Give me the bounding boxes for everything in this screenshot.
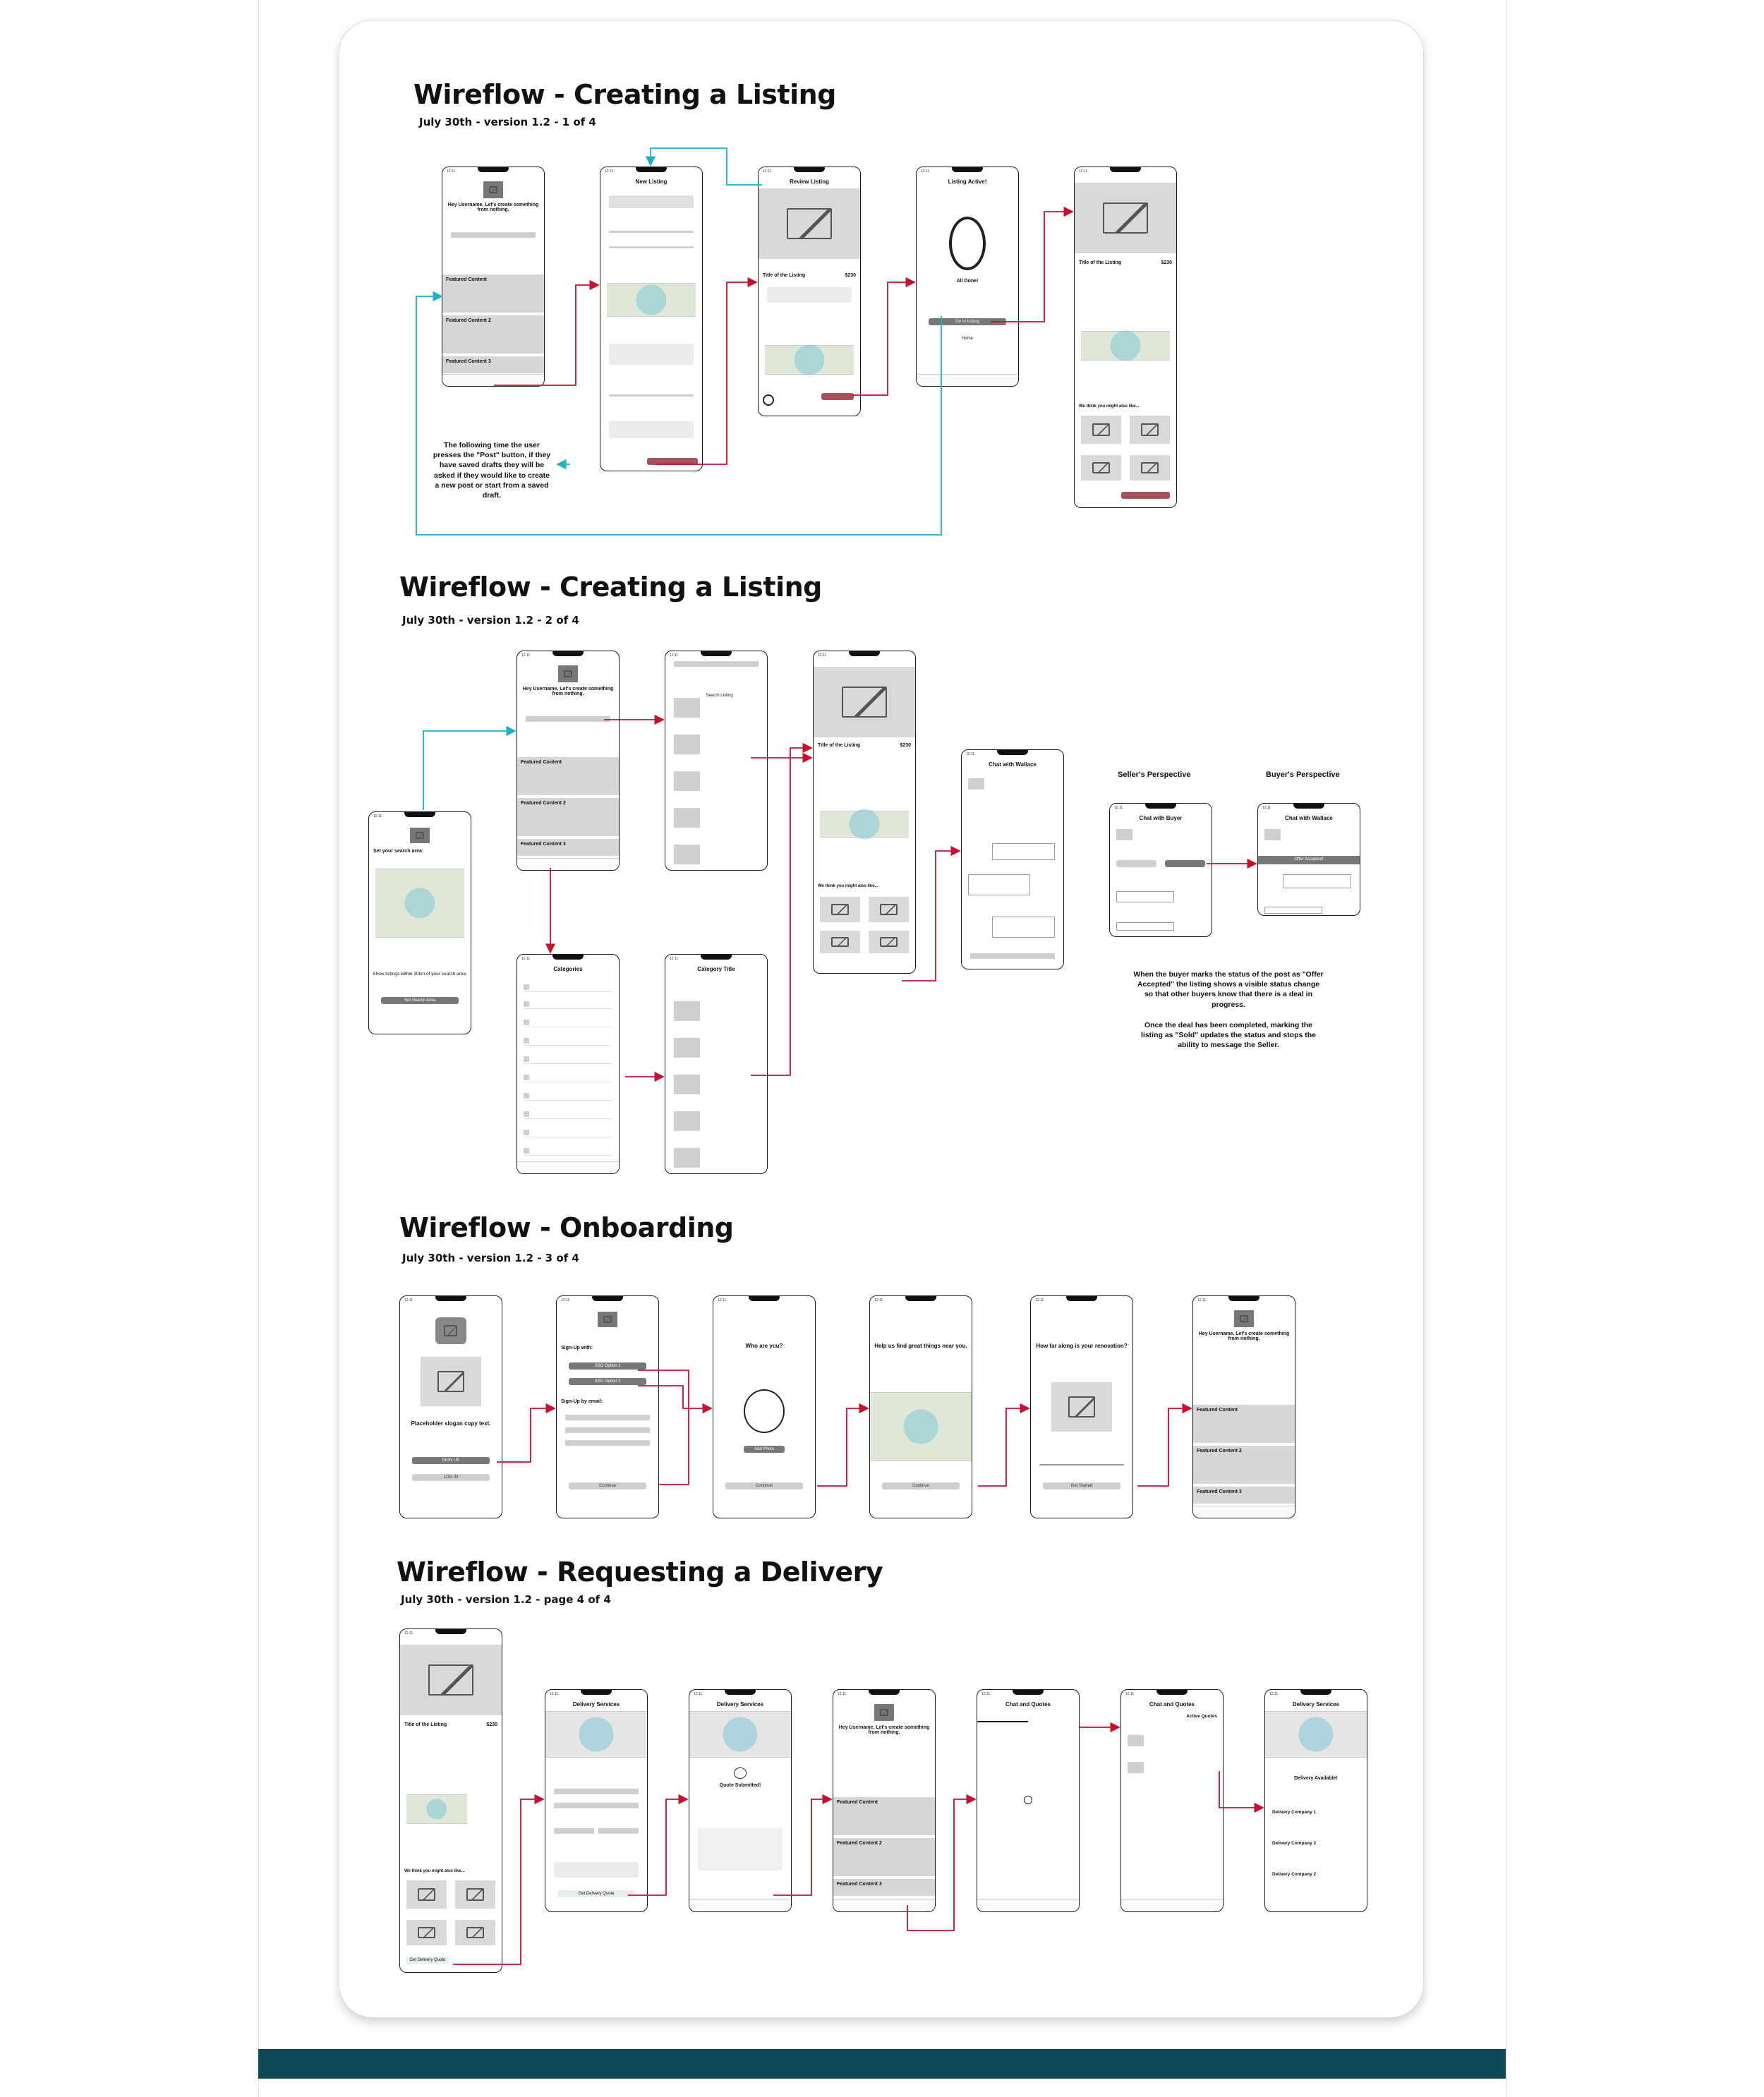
post-button[interactable] — [821, 393, 854, 400]
drafts-note: The following time the user presses the "Post" button, if they have saved drafts they will be asked if they would like to create a new post or start from a saved draft. — [433, 441, 551, 500]
sso-option-1-button[interactable]: SSO Option 1 — [569, 1362, 646, 1370]
delivery-company-2[interactable]: Delivery Company 2 — [1272, 1841, 1317, 1846]
delivery-services-title: Delivery Services — [1292, 1701, 1340, 1708]
chat-quotes-title: Chat and Quotes — [1005, 1701, 1051, 1708]
section-4-subtitle: July 30th - version 1.2 - page 4 of 4 — [401, 1593, 611, 1606]
section-3-title: Wireflow - Onboarding — [399, 1212, 734, 1243]
section-2-subtitle: July 30th - version 1.2 - 2 of 4 — [402, 614, 579, 627]
new-listing-screen[interactable]: 12:11 New Listing — [600, 167, 703, 471]
add-photo-button[interactable]: Add Photo — [744, 1446, 785, 1453]
section-3-subtitle: July 30th - version 1.2 - 3 of 4 — [402, 1252, 579, 1264]
home-greeting: Hey Username, Let's create something from nothing. — [522, 687, 614, 696]
featured-content-2[interactable]: Featured Content 2 — [837, 1841, 882, 1846]
review-listing-title: Review Listing — [789, 179, 829, 185]
chat-and-quotes-screen[interactable]: 12:11 Chat and Quotes — [977, 1689, 1080, 1912]
new-listing-title: New Listing — [635, 179, 667, 185]
featured-content-3[interactable]: Featured Content 3 — [1197, 1489, 1242, 1494]
apartment-field[interactable] — [554, 1803, 639, 1808]
listing-price: $230 — [1161, 260, 1172, 265]
chat-with-seller-button[interactable] — [1121, 492, 1170, 499]
chat-title: Chat with Wallace — [989, 761, 1037, 768]
featured-content-3[interactable]: Featured Content 3 — [521, 842, 566, 847]
continue-button[interactable]: Continue — [569, 1482, 646, 1489]
delivery-date-field[interactable] — [554, 1828, 595, 1834]
chat-wallace-title: Chat with Wallace — [1285, 815, 1333, 821]
log-in-button[interactable]: LOG IN — [412, 1474, 489, 1481]
featured-content-3[interactable]: Featured Content 3 — [837, 1882, 882, 1887]
chat-quotes-title: Chat and Quotes — [1149, 1701, 1195, 1708]
mark-as-offer-accepted-button[interactable] — [1165, 860, 1206, 867]
bottom-nav[interactable] — [917, 374, 1018, 386]
featured-content-3[interactable]: Featured Content 3 — [446, 359, 491, 364]
delivery-company-2b[interactable]: Delivery Company 2 — [1272, 1872, 1317, 1877]
section-1-subtitle: July 30th - version 1.2 - 1 of 4 — [419, 116, 596, 128]
set-search-area-button[interactable]: Set Search Area — [381, 997, 458, 1004]
sign-up-email-label: Sign-Up by email: — [561, 1399, 603, 1404]
confirm-password-field[interactable] — [565, 1440, 651, 1446]
sso-option-2-button[interactable]: SSO Option 2 — [569, 1378, 646, 1385]
listing-active-screen[interactable]: 12:11 Listing Active! All Done! Go to Listing Home — [916, 167, 1019, 387]
seller-perspective-label: Seller's Perspective — [1118, 770, 1191, 779]
quote-submitted-text: Quote Submitted! — [719, 1783, 761, 1788]
go-to-listing-button[interactable]: Go to Listing — [929, 318, 1005, 325]
renovation-progress-screen[interactable]: 12:11 How far along is your renovation? Get Started — [1030, 1295, 1133, 1518]
offer-note: When the buyer marks the status of the post as "Offer Accepted" the listing shows a visible status change so that other buyers know that there is a deal in progress. — [1133, 970, 1324, 1009]
home-screen-4[interactable]: 12:11 Hey Username, Let's create something from nothing. Featured Content Featured Content 2 Featured Content 3 — [833, 1689, 936, 1912]
bottom-nav[interactable] — [1193, 1506, 1295, 1518]
review-listing-screen[interactable]: 12:11 Review Listing Title of the Listing $230 — [758, 167, 861, 416]
location-screen[interactable]: 12:11 Help us find great things near you. Continue — [869, 1295, 972, 1518]
listing-title: Title of the Listing — [818, 743, 861, 748]
bottom-nav[interactable] — [833, 1899, 935, 1911]
slogan-text: Placeholder slogan copy text. — [411, 1420, 491, 1427]
featured-content-2[interactable]: Featured Content 2 — [521, 801, 566, 806]
address-field[interactable] — [554, 1789, 639, 1794]
delivery-services-title: Delivery Services — [716, 1701, 764, 1708]
special-instructions-field[interactable] — [554, 1862, 639, 1878]
delivery-services-screen[interactable]: 12:11 Delivery Services Get Delivery Quote — [545, 1689, 648, 1912]
email-field[interactable] — [565, 1415, 651, 1420]
listing-price: $230 — [486, 1722, 497, 1727]
search-results-screen[interactable]: 12:11 Search Listing — [665, 651, 768, 871]
all-done-text: All Done! — [956, 279, 979, 284]
home-button[interactable]: Home — [929, 335, 1005, 342]
categories-screen[interactable]: 12:11 Categories — [516, 954, 620, 1174]
show-listings-text: Show listings within 30km of your search area. — [373, 972, 467, 977]
sold-note: Once the deal has been completed, marking the listing as "Sold" updates the status and stops the ability to message the Seller. — [1141, 1021, 1316, 1050]
who-are-you-screen[interactable]: 12:11 Who are you? Add Photo Continue — [713, 1295, 816, 1518]
get-delivery-quote-button[interactable]: Get Delivery Quote — [557, 1890, 634, 1897]
bottom-nav[interactable] — [517, 858, 619, 870]
delivery-available-text: Delivery Available! — [1294, 1776, 1338, 1781]
chat-with-wallace-screen[interactable]: 12:11 Chat with Wallace — [961, 749, 1064, 969]
how-far-title: How far along is your renovation? — [1036, 1343, 1128, 1349]
might-like-heading: We think you might also like... — [818, 884, 878, 888]
mark-as-listing-sold-button[interactable] — [1116, 860, 1157, 867]
might-like-heading: We think you might also like... — [404, 1869, 465, 1873]
sign-up-with-label: Sign-Up with: — [561, 1346, 593, 1350]
delivery-company-1[interactable]: Delivery Company 1 — [1272, 1810, 1317, 1815]
categories-title: Categories — [553, 966, 583, 972]
might-like-heading: We think you might also like... — [1079, 404, 1140, 409]
section-4-title: Wireflow - Requesting a Delivery — [397, 1557, 883, 1588]
building-type-select[interactable] — [598, 1828, 639, 1834]
featured-content-1[interactable]: Featured Content — [446, 277, 487, 282]
listing-price: $230 — [845, 273, 856, 278]
set-search-area-title: Set your search area: — [373, 849, 424, 854]
search-input[interactable] — [526, 716, 611, 722]
set-search-area-screen[interactable]: 12:11 Set your search area: Show listings within 30km of your search area. Set Search Area — [368, 811, 471, 1034]
featured-content-2[interactable]: Featured Content 2 — [446, 318, 491, 323]
delivery-available-screen[interactable]: 12:11 Delivery Services Delivery Available! Delivery Company 1 Delivery Company 2 Delivery Company 2 — [1264, 1689, 1367, 1912]
bottom-nav[interactable] — [977, 1899, 1079, 1911]
home-greeting: Hey Username, Let's create something from nothing. — [447, 203, 539, 212]
bottom-nav[interactable] — [1121, 1899, 1223, 1911]
listing-detail-screen[interactable]: 12:11 Title of the Listing $230 We think you might also like... — [1074, 167, 1177, 508]
featured-content-2[interactable]: Featured Content 2 — [1197, 1449, 1242, 1454]
quote-submitted-screen[interactable]: 12:11 Delivery Services Quote Submitted! — [689, 1689, 792, 1912]
sign-up-screen[interactable]: 12:11 Sign-Up with: SSO Option 1 SSO Option 2 Sign-Up by email: Continue — [556, 1295, 659, 1518]
footer-bar — [258, 2049, 1506, 2079]
listing-detail-screen-3[interactable]: 12:11 Title of the Listing $230 We think you might also like... Get Delivery Quote — [399, 1628, 502, 1973]
featured-content-1[interactable]: Featured Content — [837, 1800, 878, 1805]
welcome-screen[interactable]: 12:11 Placeholder slogan copy text. SIGN UP LOG IN — [399, 1295, 502, 1518]
featured-content-1[interactable]: Featured Content — [521, 760, 562, 765]
password-field[interactable] — [565, 1427, 651, 1433]
home-greeting: Hey Username, Let's create something from nothing. — [838, 1725, 930, 1735]
get-started-button[interactable]: Get Started — [1043, 1482, 1120, 1489]
home-screen-3[interactable]: 12:11 Hey Username, Let's create something from nothing. Featured Content Featured Content 2 Featured Content 3 — [1192, 1295, 1295, 1518]
category-title: Category Title — [697, 966, 735, 972]
sign-up-button[interactable]: SIGN UP — [412, 1457, 489, 1464]
listing-title: Title of the Listing — [763, 273, 806, 278]
delivery-services-title: Delivery Services — [572, 1701, 620, 1708]
bottom-nav[interactable] — [689, 1899, 791, 1911]
progress-slider[interactable] — [1039, 1464, 1125, 1466]
help-find-title: Help us find great things near you. — [874, 1343, 967, 1349]
search-listing-1[interactable]: Search Listing — [706, 694, 733, 698]
chat-buyer-title: Chat with Buyer — [1139, 815, 1183, 821]
buyer-perspective-label: Buyer's Perspective — [1266, 770, 1340, 779]
who-are-you-title: Who are you? — [745, 1343, 783, 1349]
seller-chat-screen[interactable]: 12:11 Chat with Buyer — [1109, 803, 1212, 937]
continue-button[interactable]: Continue — [725, 1482, 802, 1489]
listing-price: $230 — [900, 743, 911, 748]
continue-button[interactable]: Continue — [882, 1482, 959, 1489]
offer-accepted-banner: Offer Accepted! — [1258, 856, 1360, 864]
home-screen-2[interactable]: 12:11 Hey Username, Let's create something from nothing. Featured Content Featured Content 2 Featured Content 3 — [516, 651, 620, 871]
bottom-nav[interactable] — [517, 1161, 619, 1173]
listing-title: Title of the Listing — [1079, 260, 1122, 265]
bottom-nav[interactable] — [442, 374, 544, 386]
home-screen[interactable]: 12:11 Hey Username, Let's create something from nothing. Featured Content Featured Content 2 Featured Content 3 — [442, 167, 545, 387]
tab-active-quotes[interactable]: Active Quotes — [1186, 1714, 1217, 1719]
tab-chats[interactable] — [977, 1714, 1028, 1722]
message-input[interactable] — [970, 953, 1056, 959]
get-delivery-quote-button[interactable]: Get Delivery Quote — [406, 1957, 449, 1964]
home-greeting: Hey Username, Let's create something from nothing. — [1198, 1331, 1290, 1341]
featured-content-1[interactable]: Featured Content — [1197, 1408, 1238, 1413]
active-quotes-screen[interactable]: 12:11 Chat and Quotes Active Quotes — [1120, 1689, 1224, 1912]
section-2-title: Wireflow - Creating a Listing — [399, 572, 822, 603]
buyer-chat-screen[interactable]: 12:11 Chat with Wallace Offer Accepted! — [1257, 803, 1360, 916]
section-1-title: Wireflow - Creating a Listing — [413, 79, 836, 110]
listing-detail-screen-2[interactable]: 12:11 Title of the Listing $230 We think you might also like... — [813, 651, 916, 974]
category-results-screen[interactable]: 12:11 Category Title — [665, 954, 768, 1174]
listing-title: Title of the Listing — [404, 1722, 447, 1727]
listing-active-title: Listing Active! — [948, 179, 987, 185]
review-and-post-button[interactable] — [647, 458, 698, 465]
